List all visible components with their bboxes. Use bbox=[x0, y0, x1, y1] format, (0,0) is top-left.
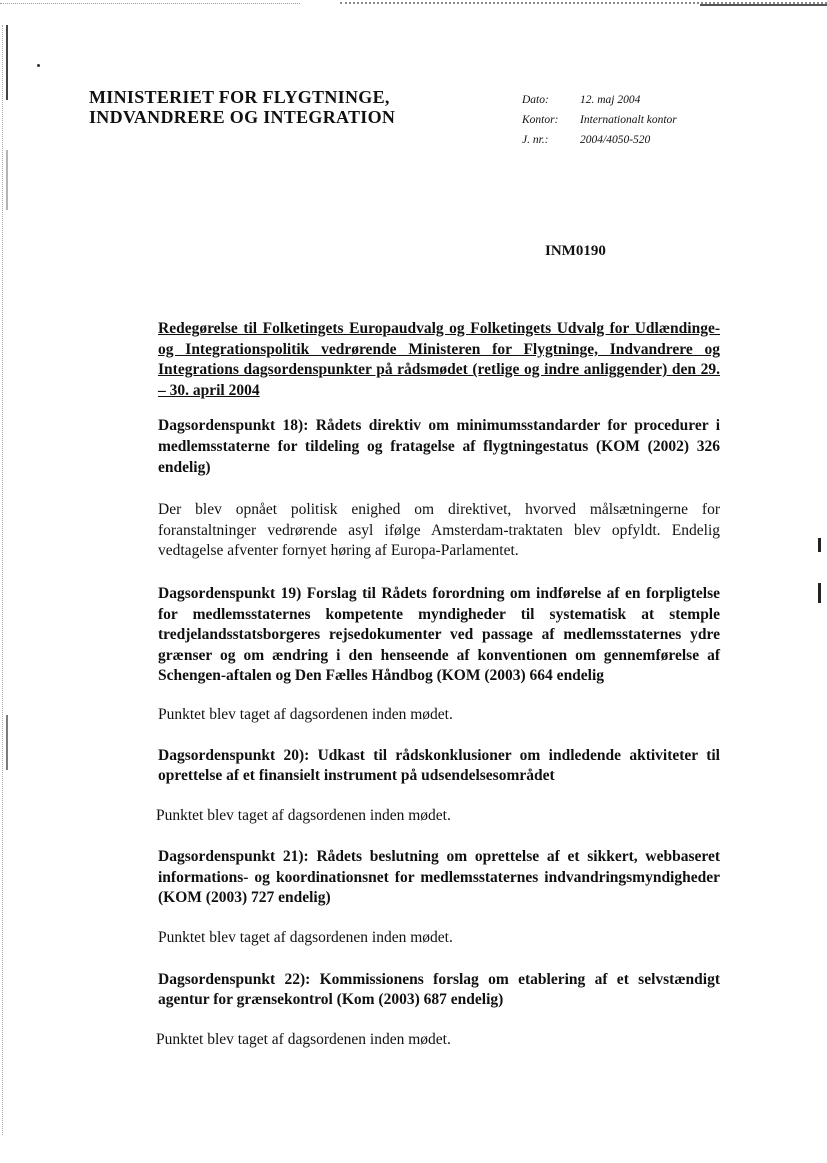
meta-row-office bbox=[522, 110, 677, 130]
agenda-item-body: Der blev opnået politisk enighed om direktivet, hvorved målsætningerne for foranstaltninger vedrørende asyl ifølge Amsterdam-traktaten blev opfyldt. Endelig vedtagelse afventer fornyet høring af Europa-Parlamentet. bbox=[158, 501, 720, 560]
agenda-item-body: Punktet blev taget af dagsordenen inden mødet. bbox=[156, 806, 451, 824]
meta-row-date bbox=[522, 90, 677, 110]
agenda-item-heading: Dagsordenspunkt 20): Udkast til rådskonklusioner om indledende aktiviteter til oprettelse af et finansielt instrument på udsendelsesområdet bbox=[158, 746, 720, 785]
agenda-item-heading: Dagsordenspunkt 22): Kommissionens forslag om etablering af et selvstændigt agentur for grænsekontrol (Kom (2003) 687 endelig) bbox=[158, 970, 720, 1009]
meta-row-journal bbox=[522, 130, 677, 150]
scan-left-edge bbox=[2, 25, 4, 1135]
scan-mark bbox=[818, 538, 821, 552]
ministry-line-2: INDVANDRERE OG INTEGRATION bbox=[89, 107, 396, 127]
meta-value: 2004/4050-520 bbox=[580, 134, 651, 146]
meta-label: J. nr.: bbox=[522, 134, 549, 146]
meta-value: 12. maj 2004 bbox=[580, 94, 641, 106]
scan-top-edge bbox=[0, 0, 827, 10]
agenda-item-body: Punktet blev taget af dagsordenen inden mødet. bbox=[156, 1030, 451, 1048]
ministry-line-1: MINISTERIET FOR FLYGTNINGE, bbox=[89, 87, 390, 107]
document-body bbox=[158, 319, 720, 1070]
agenda-item-heading: Dagsordenspunkt 21): Rådets beslutning om oprettelse af et sikkert, webbaseret informations- og koordinationsnet for medlemsstaternes indvandringsmyndigheder (KOM (2003) 727 endelig) bbox=[158, 848, 720, 907]
scan-mark bbox=[6, 715, 8, 770]
document-title: Redegørelse til Folketingets Europaudvalg og Folketingets Udvalg for Udlændinge- og Integrationspolitik vedrørende Ministeren for Flygtninge, Indvandrere og Integrations dagsordenspunkter på rådsmødet (retlige og indre anliggender) den 29. – 30. april 2004 bbox=[158, 320, 720, 399]
agenda-item-heading: Dagsordenspunkt 18): Rådets direktiv om minimumsstandarder for procedurer i medlemsstaterne for tildeling og fratagelse af flygtningestatus (KOM (2002) 326 endelig) bbox=[158, 417, 720, 476]
agenda-item-heading: Dagsordenspunkt 19) Forslag til Rådets forordning om indførelse af en forpligtelse for medlemsstaternes kompetente myndigheder til systematisk at stemple tredjelandsstatsborgeres rejsedokumenter ved passage af medlemsstaternes ydre grænser og om ændring i den henseende af konventionen om gennemførelse af Schengen-aftalen og Den Fælles Håndbog (KOM (2003) 664 endelig bbox=[158, 584, 720, 685]
scan-mark bbox=[818, 583, 821, 603]
meta-label: Kontor: bbox=[522, 114, 559, 126]
scan-mark bbox=[6, 150, 8, 210]
meta-label: Dato: bbox=[522, 94, 549, 106]
meta-value: Internationalt kontor bbox=[580, 114, 677, 126]
agenda-item-body: Punktet blev taget af dagsordenen inden mødet. bbox=[158, 929, 453, 947]
agenda-item-body: Punktet blev taget af dagsordenen inden mødet. bbox=[158, 705, 453, 723]
document-meta bbox=[522, 90, 677, 150]
scan-dot bbox=[37, 64, 40, 67]
document-code: INM0190 bbox=[545, 243, 606, 259]
ministry-name bbox=[89, 87, 395, 127]
scan-mark bbox=[6, 25, 8, 100]
